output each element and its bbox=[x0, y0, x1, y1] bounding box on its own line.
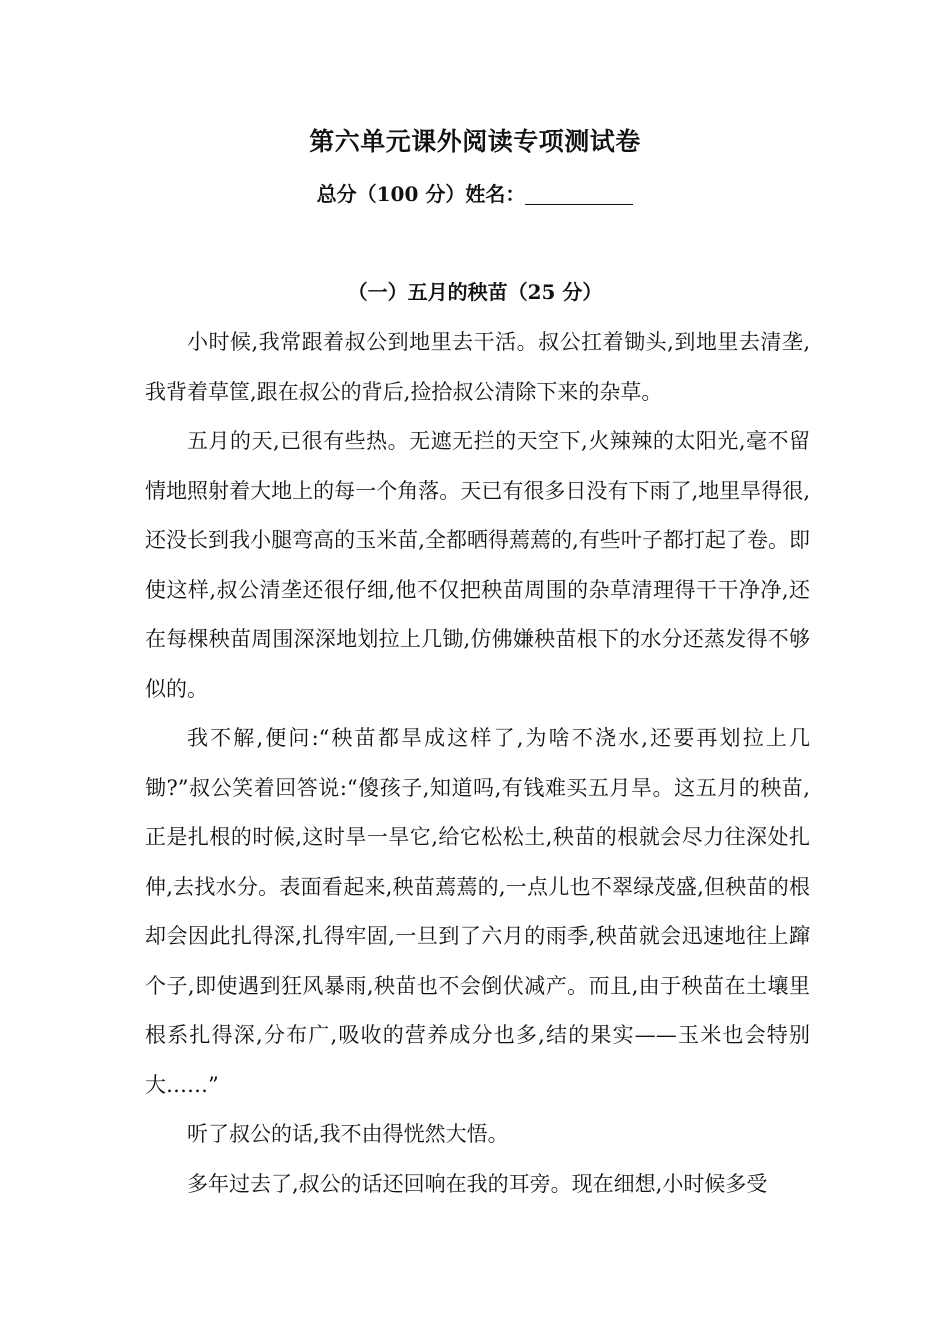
passage bbox=[145, 318, 810, 1209]
paragraph: 我不解,便问:“秧苗都旱成这样了,为啥不浇水,还要再划拉上几锄?”叔公笑着回答说:“傻孩子,知道吗,有钱难买五月旱。这五月的秧苗,正是扎根的时候,这时旱一旱它,给它松松土,秧苗的根就会尽力往深处扎伸,去找水分。表面看起来,秧苗蔫蔫的,一点儿也不翠绿茂盛,但秧苗的根却会因此扎得深,扎得牢固,一旦到了六月的雨季,秧苗就会迅速地往上蹿个子,即使遇到狂风暴雨,秧苗也不会倒伏减产。而且,由于秧苗在土壤里根系扎得深,分布广,吸收的营养成分也多,结的果实——玉米也会特别大……” bbox=[145, 726, 810, 1097]
paragraph: 小时候,我常跟着叔公到地里去干活。叔公扛着锄头,到地里去清垄,我背着草筐,跟在叔公的背后,捡拾叔公清除下来的杂草。 bbox=[145, 330, 810, 404]
name-blank bbox=[525, 184, 633, 205]
paragraph: 多年过去了,叔公的话还回响在我的耳旁。现在细想,小时候多受 bbox=[187, 1171, 768, 1196]
paragraph: 听了叔公的话,我不由得恍然大悟。 bbox=[187, 1122, 509, 1146]
score-label: 总分（100 分）姓名： bbox=[316, 182, 526, 206]
section-heading: （一）五月的秧苗（25 分） bbox=[347, 280, 603, 304]
score-name-line bbox=[0, 178, 950, 207]
page-title: 第六单元课外阅读专项测试卷 bbox=[309, 127, 641, 156]
paragraph: 五月的天,已很有些热。无遮无拦的天空下,火辣辣的太阳光,毫不留情地照射着大地上的每一个角落。天已有很多日没有下雨了,地里旱得很,还没长到我小腿弯高的玉米苗,全都晒得蔫蔫的,有些叶子都打起了卷。即使这样,叔公清垄还很仔细,他不仅把秧苗周围的杂草清理得干干净净,还在每棵秧苗周围深深地划拉上几锄,仿佛嫌秧苗根下的水分还蒸发得不够似的。 bbox=[145, 429, 810, 701]
